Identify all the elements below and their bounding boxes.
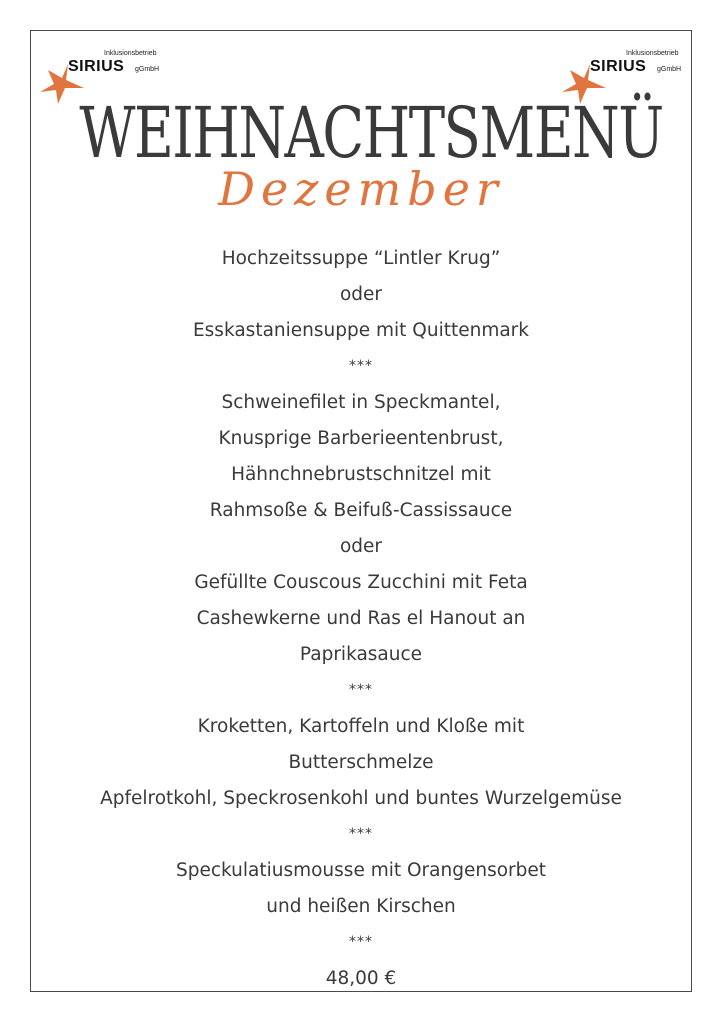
menu-item: Speckulatiusmousse mit Orangensorbet [175,860,547,881]
page-title: WEIHNACHTSMENÜ [79,92,663,174]
logo-suffix: gGmbH [135,66,160,73]
menu-item: und heißen Kirschen [266,896,456,917]
menu-item: Esskastaniensuppe mit Quittenmark [192,320,530,341]
menu-item: Knusprige Barberieentenbrust, [218,428,504,449]
menu-item: Apfelrotkohl, Speckrosenkohl und buntes Wurzelgemüse [100,788,622,809]
menu-separator: *** [349,826,373,842]
logo-brand: SIRIUS [590,58,647,75]
menu-item: Kroketten, Kartoffeln und Kloße mit [197,716,525,737]
menu-item: oder [339,536,383,557]
menu-separator: *** [349,358,373,374]
menu-item: Butterschmelze [288,752,434,773]
menu-item: Paprikasauce [299,644,423,665]
logo-tagline: Inklusionsbetrieb [104,50,157,57]
menu-separator: *** [349,682,373,698]
menu-item: Schweinefilet in Speckmantel, [221,392,501,413]
menu-item: Rahmsoße & Beifuß-Cassissauce [209,500,513,521]
menu-item: oder [339,284,383,305]
logo-suffix: gGmbH [657,66,682,73]
menu-price: 48,00 € [325,968,397,989]
menu-list [40,244,682,1000]
logo-tagline: Inklusionsbetrieb [626,50,679,57]
menu-item: Hähnchnebrustschnitzel mit [231,464,491,485]
menu-item: Gefüllte Couscous Zucchini mit Feta [194,572,528,593]
page-subtitle: Dezember [218,162,504,216]
menu-item: Cashewkerne und Ras el Hanout an [196,608,526,629]
menu-item: Hochzeitssuppe “Lintler Krug” [221,248,501,269]
logo-brand: SIRIUS [68,58,125,75]
menu-separator: *** [349,934,373,950]
